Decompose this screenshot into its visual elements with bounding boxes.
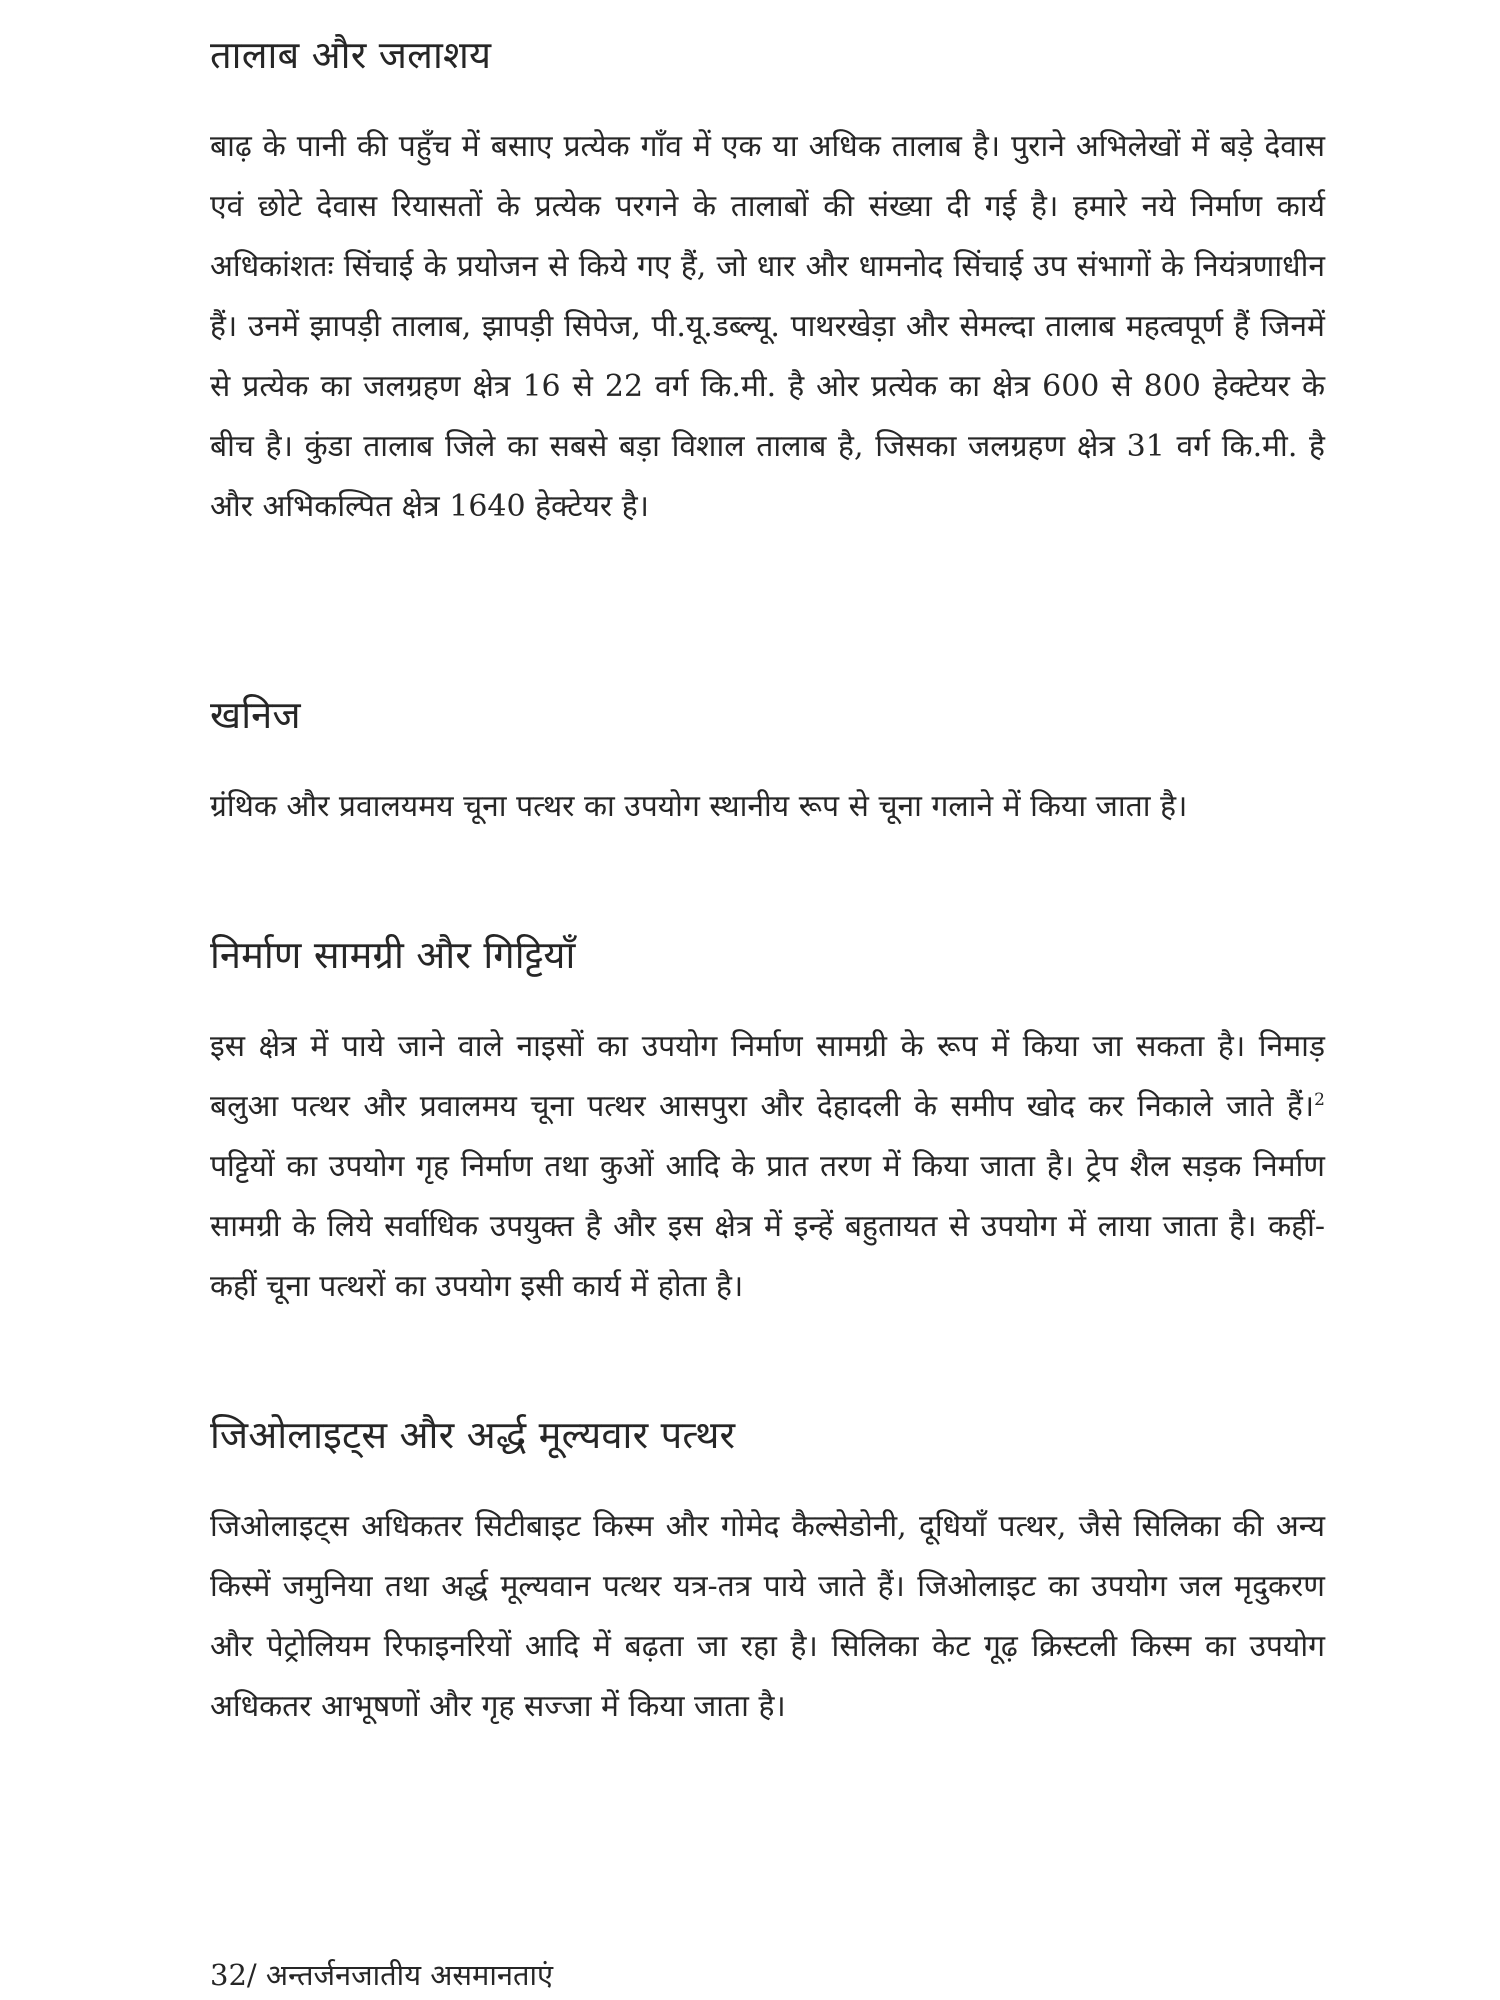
- section-zeolites-semi-precious: [210, 1405, 1325, 1737]
- section-ponds-reservoirs: [210, 25, 1325, 537]
- section-heading: जिओलाइट्स और अर्द्ध मूल्यवार पत्थर: [210, 1413, 736, 1457]
- section-paragraph: बाढ़ के पानी की पहुँच में बसाए प्रत्येक गाँव में एक या अधिक तालाब है। पुराने अभिलेखों में बड़े देवास एवं छोटे देवास रियासतों के प्रत्येक परगने के तालाबों की संख्या दी गई है। हमारे नये निर्माण कार्य अधिकांशतः सिंचाई के प्रयोजन से किये गए हैं, जो धार और धामनोद सिंचाई उप संभागों के नियंत्रणाधीन हैं। उनमें झापड़ी तालाब, झापड़ी सिपेज, पी.यू.डब्ल्यू. पाथरखेड़ा और सेमल्दा तालाब महत्वपूर्ण हैं जिनमें से प्रत्येक का जलग्रहण क्षेत्र 16 से 22 वर्ग कि.मी. है ओर प्रत्येक का क्षेत्र 600 से 800 हेक्टेयर के बीच है। कुंडा तालाब जिले का सबसे बड़ा विशाल तालाब है, जिसका जलग्रहण क्षेत्र 31 वर्ग कि.मी. है और अभिकल्पित क्षेत्र 1640 हेक्टेयर है।: [210, 129, 1325, 524]
- page-footer: [210, 1955, 553, 1995]
- page-number: 32/: [210, 1958, 257, 1992]
- section-construction-material: [210, 925, 1325, 1317]
- section-paragraph: ग्रंथिक और प्रवालयमय चूना पत्थर का उपयोग स्थानीय रूप से चूना गलाने में किया जाता है।: [210, 789, 1188, 824]
- section-heading: खनिज: [210, 693, 301, 737]
- paragraph-text-part: पट्टियों का उपयोग गृह निर्माण तथा कुओं आदि के प्रात तरण में किया जाता है। ट्रेप शैल सड़क निर्माण सामग्री के लिये सर्वाधिक उपयुक्त है और इस क्षेत्र में इन्हें बहुतायत से उपयोग में लाया जाता है। कहीं-कहीं चूना पत्थरों का उपयोग इसी कार्य में होता है।: [210, 1149, 1325, 1304]
- footnote-marker: 2: [1314, 1090, 1325, 1110]
- section-minerals: [210, 685, 1325, 837]
- section-paragraph: जिओलाइट्स अधिकतर सिटीबाइट किस्म और गोमेद कैल्सेडोनी, दूधियाँ पत्थर, जैसे सिलिका की अन्य किस्में जमुनिया तथा अर्द्ध मूल्यवान पत्थर यत्र-तत्र पाये जाते हैं। जिओलाइट का उपयोग जल मृदुकरण और पेट्रोलियम रिफाइनरियों आदि में बढ़ता जा रहा है। सिलिका केट गूढ़ क्रिस्टली किस्म का उपयोग अधिकतर आभूषणों और गृह सज्जा में किया जाता है।: [210, 1509, 1325, 1724]
- paragraph-text-part: इस क्षेत्र में पाये जाने वाले नाइसों का उपयोग निर्माण सामग्री के रूप में किया जा सकता है। निमाड़ बलुआ पत्थर और प्रवालमय चूना पत्थर आसपुरा और देहादली के समीप खोद कर निकाले जाते हैं।: [210, 1029, 1325, 1124]
- section-heading: तालाब और जलाशय: [210, 33, 492, 77]
- section-heading: निर्माण सामग्री और गिट्टियाँ: [210, 933, 576, 977]
- section-paragraph: [210, 1017, 1325, 1317]
- book-title: अन्तर्जनजातीय असमानताएं: [265, 1958, 554, 1992]
